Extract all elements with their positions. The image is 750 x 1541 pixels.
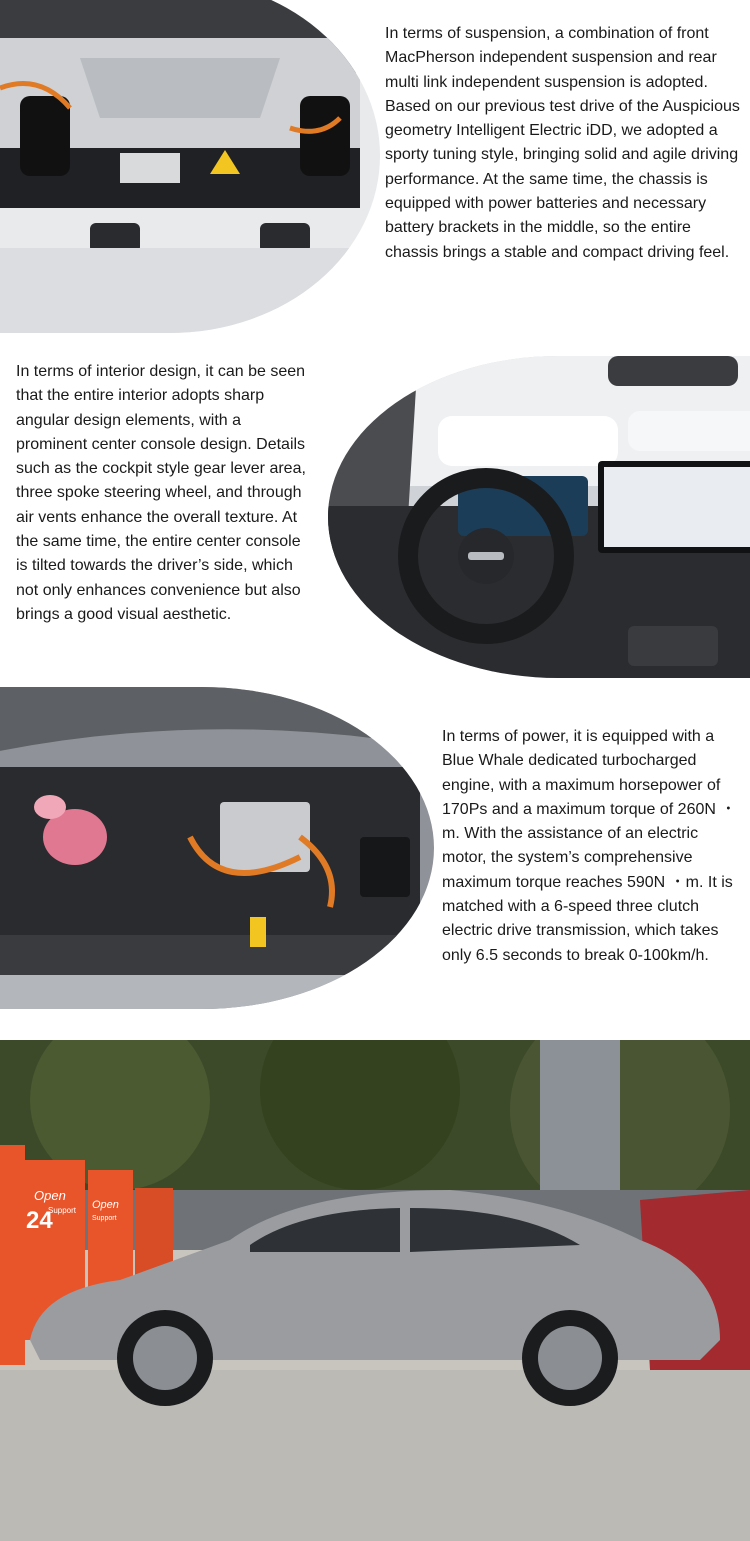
sign-text-support: Support <box>48 1206 77 1215</box>
sign-text-support-2: Support <box>92 1215 117 1222</box>
sign-text-open: Open <box>34 1188 66 1203</box>
interior-photo <box>328 356 750 678</box>
suspension-paragraph: In terms of suspension, a combination of front MacPherson independent suspension and rear multi link independent suspension is adopted. Based on our previous test drive of the Auspicious geometry Intelligent Electric iDD, we adopted a sporty tuning style, bringing solid and agile driving performance. At the same time, the chassis is equipped with power batteries and necessary battery brackets in the middle, so the entire chassis brings a stable and compact driving feel. <box>385 25 740 261</box>
car-exterior-photo <box>0 1040 750 1541</box>
power-paragraph: In terms of power, it is equipped with a Blue Whale dedicated turbocharged engine, with a maximum horsepower of 170Ps and a maximum torque of 260N ・m. With the assistance of an electric motor, the system’s comprehensive maximum torque reaches 590N ・m. It is matched with a 6-speed three clutch electric drive transmission, which takes only 6.5 seconds to break 0-100km/h. <box>442 728 737 964</box>
interior-section <box>0 340 750 685</box>
suspension-section <box>0 0 750 340</box>
interior-paragraph: In terms of interior design, it can be seen that the entire interior adopts sharp angular design elements, with a prominent center console design. Details such as the cockpit style gear lever area, three spoke steering wheel, and through air vents enhance the overall texture. At the same time, the entire center console is tilted towards the driver’s side, which not only enhances convenience but also brings a good visual aesthetic. <box>16 363 306 623</box>
sign-text-24: 24 <box>26 1207 53 1234</box>
chassis-photo <box>0 0 380 333</box>
exterior-section <box>0 1040 750 1541</box>
power-section <box>0 685 750 1015</box>
sign-text-open-2: Open <box>92 1199 119 1211</box>
promo-sign <box>0 1145 25 1365</box>
engine-photo <box>0 687 434 1009</box>
